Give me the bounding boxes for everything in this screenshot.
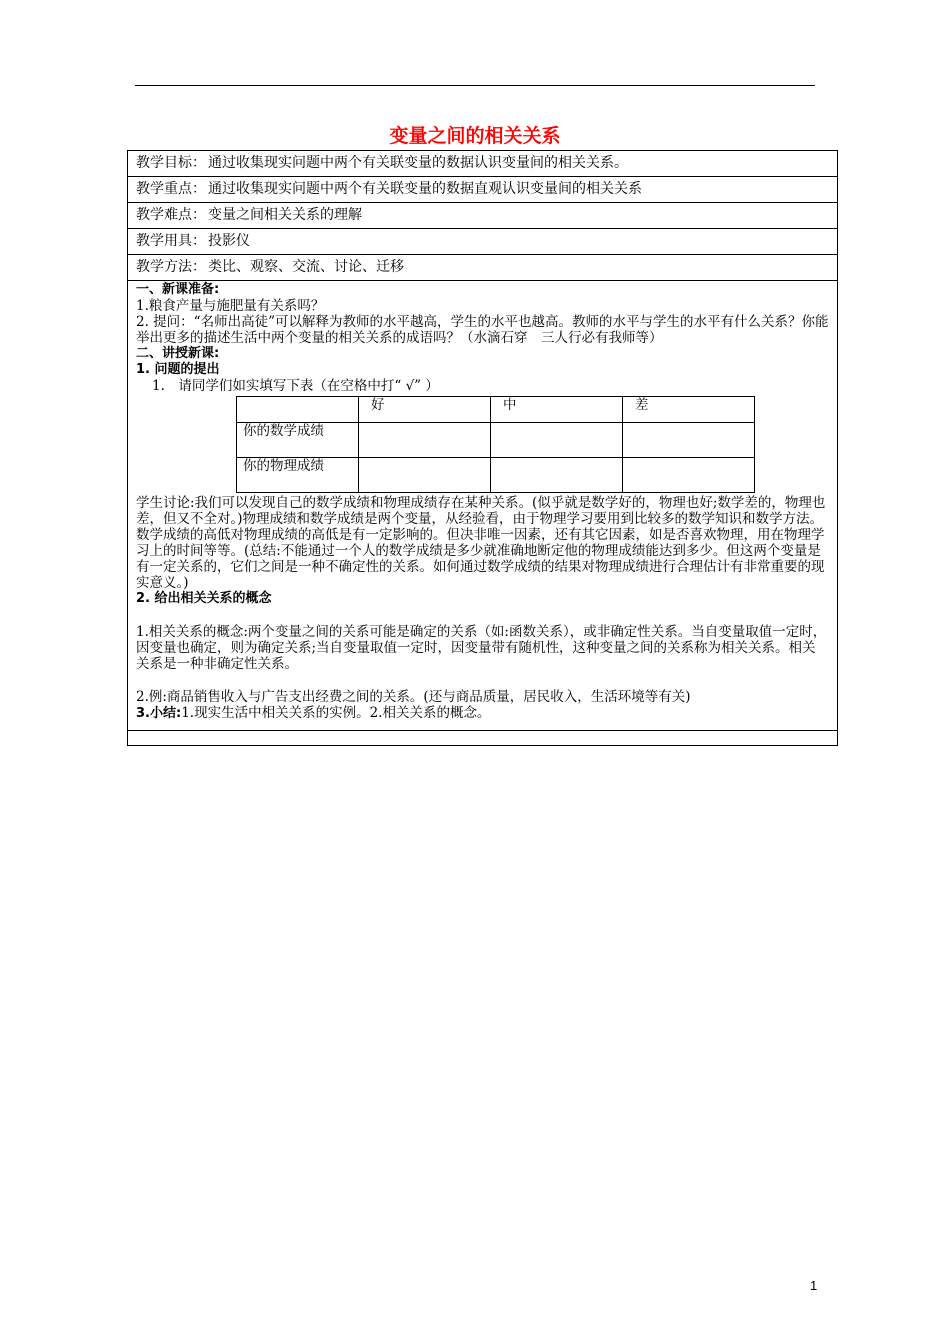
table-header-cell: 差 [623,397,755,423]
table-header-row [237,397,755,423]
example-paragraph: 2.例:商品销售收入与广告支出经费之间的关系。(还与商品质量，居民收入，生活环境等有关) [136,689,691,705]
section-heading: 二、讲授新课: [136,346,220,361]
table-cell-good[interactable] [359,423,491,458]
info-value: 类比、观察、交流、讨论、迁移 [208,259,404,275]
summary-paragraph [136,705,829,722]
subsection-heading: 1. 问题的提出 [136,362,220,377]
table-cell-good[interactable] [359,458,491,493]
summary-text: 1.现实生活中相关关系的实例。2.相关关系的概念。 [181,705,491,721]
table-header-cell [237,397,359,423]
info-row-methods [128,255,837,281]
question-2: 2. 提问：“名师出高徒”可以解释为教师的水平越高，学生的水平也越高。教师的水平与学生的水平有什么关系？你能举出更多的描述生活中两个变量的相关关系的成语吗？（水滴石穿 三人行必有我师等） [136,314,829,346]
info-row-goal [128,151,837,177]
info-value: 通过收集现实问题中两个有关联变量的数据认识变量间的相关关系。 [208,155,628,171]
document-title: 变量之间的相关关系 [389,125,561,147]
info-value: 投影仪 [208,233,250,249]
info-label: 教学重点： [136,181,206,197]
info-row-key-point [128,177,837,203]
info-label: 教学难点： [136,207,206,223]
table-row-label: 你的数学成绩 [237,423,359,458]
table-header-cell: 中 [491,397,623,423]
subsection-heading: 2. 给出相关关系的概念 [136,591,272,606]
empty-footer-row [128,731,837,745]
info-value: 通过收集现实问题中两个有关联变量的数据直观认识变量间的相关关系 [208,181,642,197]
table-cell-medium[interactable] [491,423,623,458]
summary-label: 3.小结: [136,706,182,721]
lesson-body [128,281,837,731]
table-row [237,423,755,458]
table-row-label: 你的物理成绩 [237,458,359,493]
lesson-plan-table [127,150,838,746]
info-label: 教学目标： [136,155,206,171]
table-cell-poor[interactable] [623,458,755,493]
info-row-tools [128,229,837,255]
spacer [136,607,829,624]
spacer [136,672,829,689]
table-cell-medium[interactable] [491,458,623,493]
info-label: 教学用具： [136,233,206,249]
table-row [237,458,755,493]
section-heading: 一、新课准备: [136,282,220,297]
student-discussion: 学生讨论:我们可以发现自己的数学成绩和物理成绩存在某种关系。(似乎就是数学好的，物理也好;数学差的，物理也差，但又不全对。)物理成绩和数学成绩是两个变量，从经验看，由于物理学习要用到比较多的数学知识和数学方法。数学成绩的高低对物理成绩的高低是有一定影响的。但决非唯一因素，还有其它因素，如是否喜欢物理，用在物理学习上的时间等等。(总结:不能通过一个人的数学成绩是多少就准确地断定他的物理成绩能达到多少。但这两个变量是有一定关系的，它们之间是一种不确定性的关系。如何通过数学成绩的结果对物理成绩进行合理估计有非常重要的现实意义。) [136,495,826,591]
page-number: 1 [810,1278,818,1293]
table-header-cell: 好 [359,397,491,423]
header-rule [135,85,815,86]
info-row-difficulty [128,203,837,229]
question-1: 1.粮食产量与施肥量有关系吗？ [136,298,325,314]
task-instruction: 1. 请同学们如实填写下表（在空格中打“ √” ） [152,378,439,394]
grade-survey-table [236,396,755,493]
concept-definition: 1.相关关系的概念:两个变量之间的关系可能是确定的关系（如:函数关系），或非确定性关系。当自变量取值一定时，因变量也确定，则为确定关系;当自变量取值一定时，因变量带有随机性，这种变量之间的关系称为相关关系。相关关系是一种非确定性关系。 [136,624,827,672]
info-label: 教学方法： [136,259,206,275]
info-value: 变量之间相关关系的理解 [208,207,362,223]
table-cell-poor[interactable] [623,423,755,458]
